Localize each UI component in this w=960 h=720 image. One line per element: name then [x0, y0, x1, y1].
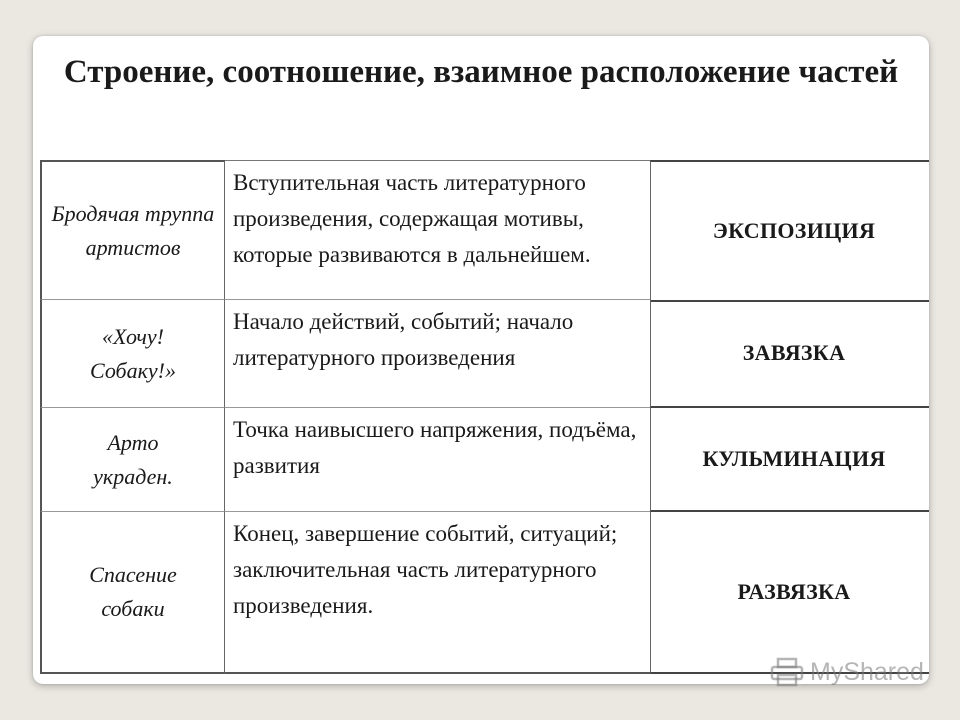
- term-cell-exposition: ЭКСПОЗИЦИЯ: [650, 160, 929, 302]
- example-cell-exposition: Бродячая труппа артистов: [40, 160, 225, 300]
- slide-title: Строение, соотношение, взаимное расположение частей: [63, 54, 899, 90]
- example-cell-climax: Арто украден.: [40, 408, 225, 512]
- printer-logo-icon: [770, 657, 804, 687]
- definition-cell-plot-start: Начало действий, событий; начало литературного произведения: [225, 300, 650, 408]
- term-cell-climax: КУЛЬМИНАЦИЯ: [650, 408, 929, 512]
- definition-cell-exposition: Вступительная часть литературного произведения, содержащая мотивы, которые развиваются в дальнейшем.: [225, 160, 650, 300]
- definition-cell-resolution: Конец, завершение событий, ситуаций; заключительная часть литературного произведения.: [225, 512, 650, 674]
- definition-cell-climax: Точка наивысшего напряжения, подъёма, развития: [225, 408, 650, 512]
- slide: [33, 36, 929, 684]
- term-cell-resolution: РАЗВЯЗКА: [650, 512, 929, 674]
- example-cell-plot-start: «Хочу! Собаку!»: [40, 300, 225, 408]
- term-cell-plot-start: ЗАВЯЗКА: [650, 300, 929, 408]
- watermark-text: MyShared: [810, 657, 924, 686]
- watermark: [770, 655, 924, 689]
- example-cell-resolution: Спасение собаки: [40, 512, 225, 674]
